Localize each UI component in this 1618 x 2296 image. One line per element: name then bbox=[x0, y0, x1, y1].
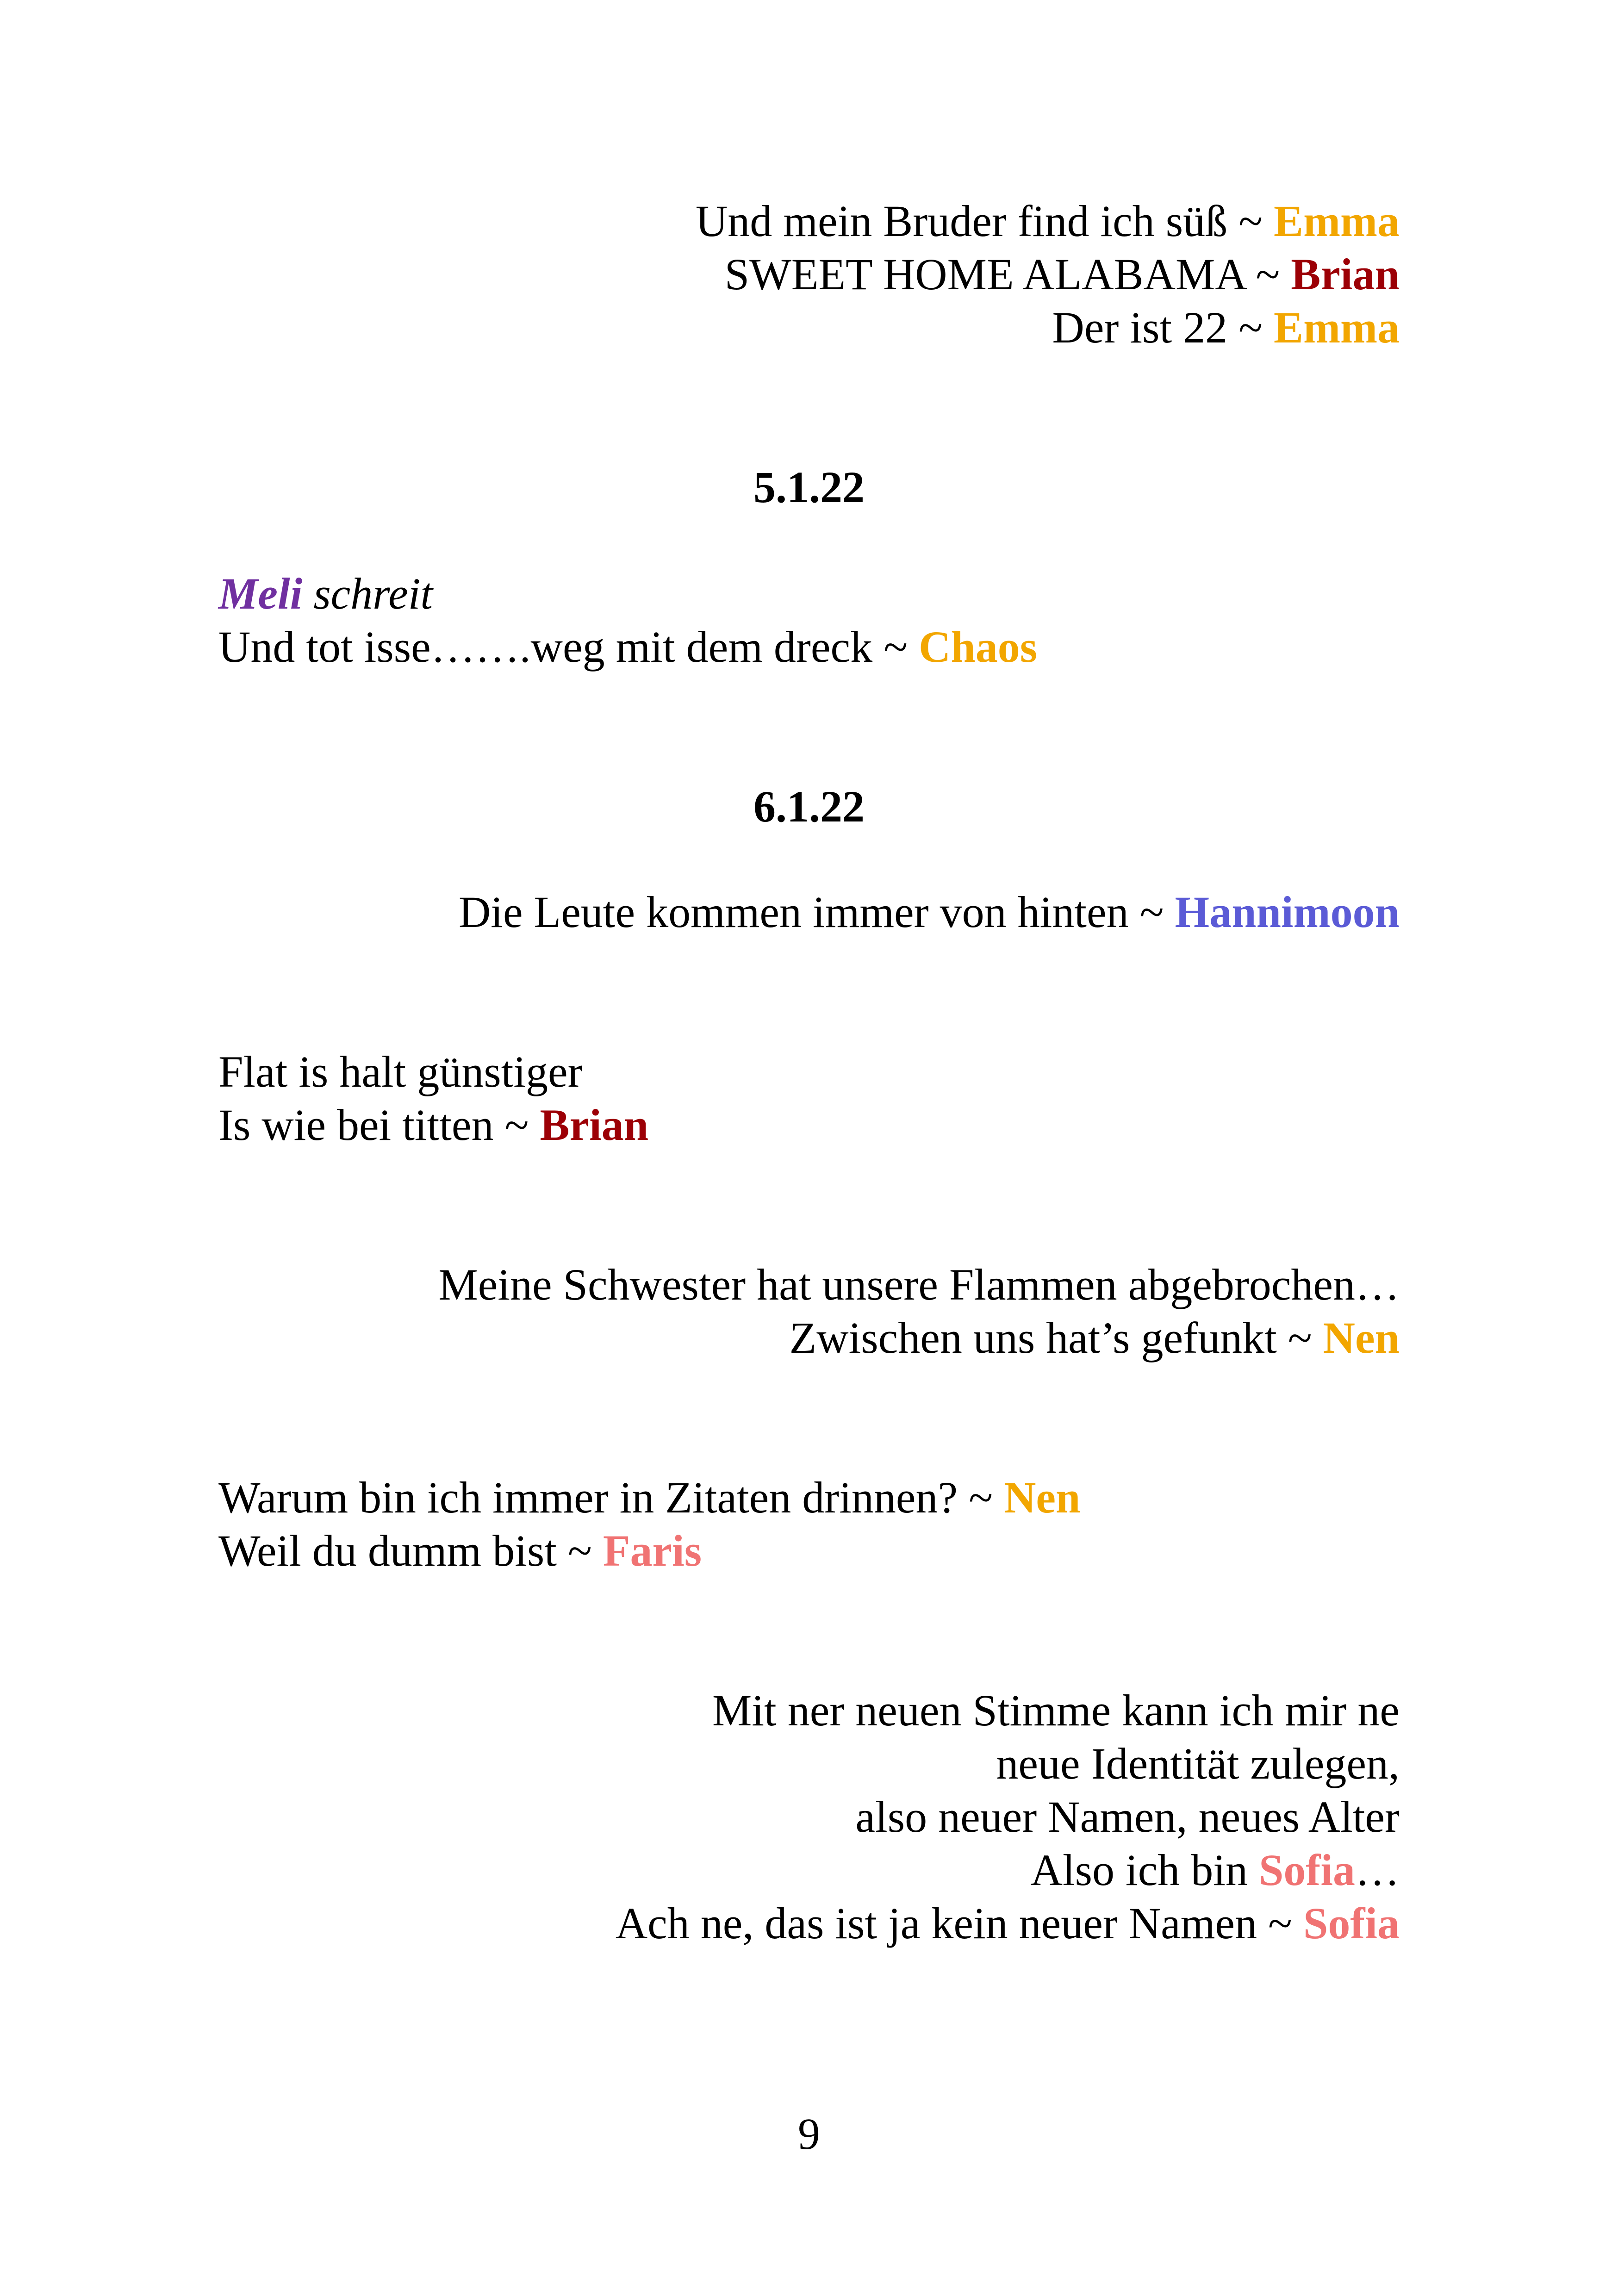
quote-text: Die Leute kommen immer von hinten ~ bbox=[458, 887, 1175, 937]
quote-line bbox=[218, 1471, 1400, 1524]
quote-line: Flat is halt günstiger bbox=[218, 1047, 583, 1096]
quote-block-6 bbox=[218, 1471, 1400, 1577]
quote-text: Weil du dumm bist ~ bbox=[218, 1526, 603, 1575]
speaker-name: Brian bbox=[540, 1100, 649, 1150]
quote-line bbox=[218, 1843, 1400, 1897]
quote-block-5 bbox=[218, 1258, 1400, 1364]
speaker-name: Sofia bbox=[1303, 1898, 1400, 1948]
quote-text: Warum bin ich immer in Zitaten drinnen? ~ bbox=[218, 1473, 1004, 1522]
quote-text: Zwischen uns hat’s gefunkt ~ bbox=[789, 1313, 1323, 1363]
quote-line bbox=[218, 1897, 1400, 1950]
quote-line bbox=[218, 1311, 1400, 1364]
quote-text: Und mein Bruder find ich süß ~ bbox=[695, 196, 1274, 246]
quote-line: also neuer Namen, neues Alter bbox=[855, 1792, 1400, 1842]
speaker-name: Hannimoon bbox=[1175, 887, 1400, 937]
speaker-name: Emma bbox=[1274, 196, 1400, 246]
speaker-name: Faris bbox=[603, 1526, 702, 1575]
quote-line bbox=[218, 620, 1400, 673]
quote-line bbox=[218, 1098, 1400, 1151]
speaker-name: Nen bbox=[1323, 1313, 1400, 1363]
quote-block-3 bbox=[218, 885, 1400, 939]
quote-text: Und tot isse…….weg mit dem dreck ~ bbox=[218, 622, 919, 672]
quote-block-4 bbox=[218, 1045, 1400, 1151]
quote-text: … bbox=[1355, 1845, 1400, 1895]
quote-line: Mit ner neuen Stimme kann ich mir ne bbox=[712, 1686, 1400, 1735]
speaker-name: Emma bbox=[1274, 303, 1400, 352]
quote-line bbox=[218, 1524, 1400, 1577]
stage-direction: schreit bbox=[302, 569, 433, 618]
quote-line: Meine Schwester hat unsere Flammen abgebrochen… bbox=[438, 1260, 1400, 1309]
quote-text: Ach ne, das ist ja kein neuer Namen ~ bbox=[615, 1898, 1303, 1948]
quote-block-2 bbox=[218, 567, 1400, 673]
speaker-name: Sofia bbox=[1258, 1845, 1355, 1895]
quote-line bbox=[218, 248, 1400, 301]
quote-line bbox=[218, 885, 1400, 939]
quote-block-7 bbox=[218, 1684, 1400, 1950]
quote-line bbox=[218, 301, 1400, 354]
quote-line bbox=[218, 567, 1400, 620]
quote-text: SWEET HOME ALABAMA ~ bbox=[724, 249, 1291, 299]
quote-text: Der ist 22 ~ bbox=[1052, 303, 1274, 352]
quote-line: neue Identität zulegen, bbox=[996, 1739, 1400, 1788]
date-heading-2: 6.1.22 bbox=[753, 782, 865, 831]
speaker-name: Meli bbox=[218, 569, 303, 618]
speaker-name: Chaos bbox=[919, 622, 1038, 672]
page-number: 9 bbox=[798, 2109, 820, 2159]
quote-text: Is wie bei titten ~ bbox=[218, 1100, 540, 1150]
speaker-name: Nen bbox=[1004, 1473, 1081, 1522]
quote-text: Also ich bin bbox=[1030, 1845, 1259, 1895]
speaker-name: Brian bbox=[1291, 249, 1400, 299]
date-heading-1: 5.1.22 bbox=[753, 462, 865, 512]
quote-block-1 bbox=[218, 194, 1400, 354]
quote-line bbox=[218, 194, 1400, 248]
